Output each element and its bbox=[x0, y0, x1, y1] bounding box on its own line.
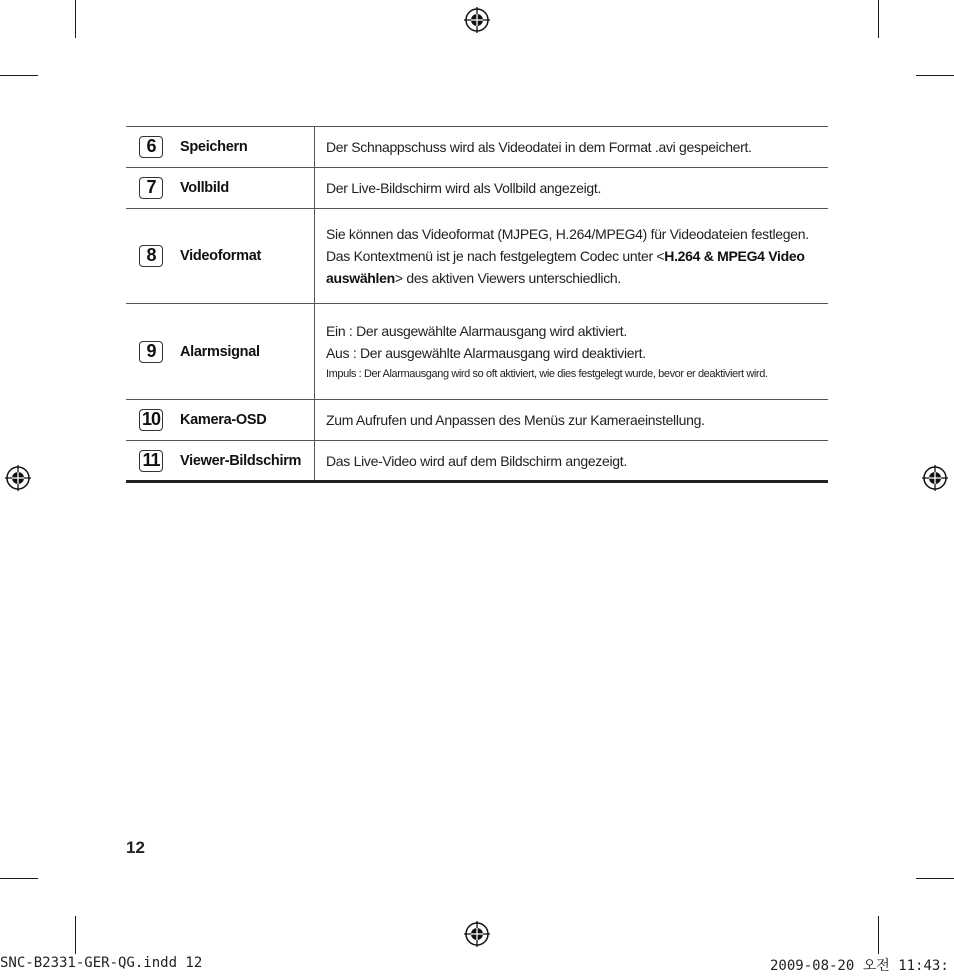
crop-mark bbox=[916, 878, 954, 879]
row-header bbox=[126, 441, 315, 480]
description-text: Der Schnappschuss wird als Videodatei in dem Format .avi gespeichert. bbox=[326, 139, 752, 155]
row-header bbox=[126, 168, 315, 208]
number-badge: 11 bbox=[139, 450, 163, 472]
registration-mark-icon bbox=[464, 7, 490, 33]
table-row bbox=[126, 440, 828, 480]
table-row bbox=[126, 167, 828, 208]
description-text: Der Live-Bildschirm wird als Vollbild angezeigt. bbox=[326, 180, 602, 196]
row-label: Videoformat bbox=[180, 248, 262, 264]
feature-table bbox=[126, 126, 828, 483]
row-description bbox=[315, 209, 828, 303]
table-row bbox=[126, 303, 828, 399]
number-badge: 7 bbox=[139, 177, 163, 199]
row-label: Viewer-Bildschirm bbox=[180, 452, 302, 469]
row-label: Kamera-OSD bbox=[180, 412, 267, 428]
crop-mark bbox=[75, 916, 76, 954]
row-description bbox=[315, 400, 828, 440]
table-row bbox=[126, 399, 828, 440]
slug-timestamp: 2009-08-20 오전 11:43: bbox=[770, 958, 949, 974]
crop-mark bbox=[0, 878, 38, 879]
row-label: Alarmsignal bbox=[180, 343, 260, 360]
crop-mark bbox=[878, 0, 879, 38]
registration-mark-icon bbox=[922, 465, 948, 491]
row-header bbox=[126, 127, 315, 167]
number-badge: 10 bbox=[139, 409, 163, 431]
description-text: Das Live-Video wird auf dem Bildschirm angezeigt. bbox=[326, 452, 627, 469]
row-header bbox=[126, 304, 315, 399]
number-badge: 8 bbox=[139, 245, 163, 267]
row-description bbox=[315, 127, 828, 167]
crop-mark bbox=[878, 916, 879, 954]
number-badge: 9 bbox=[139, 341, 163, 363]
description-text: Das Kontextmenü ist je nach festgelegtem Codec unter <H.264 & MPEG4 Video bbox=[326, 248, 805, 264]
table-row bbox=[126, 208, 828, 303]
table-row bbox=[126, 127, 828, 167]
registration-mark-icon bbox=[464, 921, 490, 947]
row-label: Speichern bbox=[180, 139, 248, 155]
crop-mark bbox=[75, 0, 76, 38]
row-description bbox=[315, 168, 828, 208]
number-badge: 6 bbox=[139, 136, 163, 158]
page-number: 12 bbox=[126, 838, 145, 857]
row-header bbox=[126, 209, 315, 303]
description-text: auswählen> des aktiven Viewers unterschiedlich. bbox=[326, 270, 621, 286]
description-text: Zum Aufrufen und Anpassen des Menüs zur Kameraeinstellung. bbox=[326, 412, 705, 428]
registration-mark-icon bbox=[5, 465, 31, 491]
row-description bbox=[315, 304, 828, 399]
row-label: Vollbild bbox=[180, 180, 229, 196]
crop-mark bbox=[916, 75, 954, 76]
description-text: Ein : Der ausgewählte Alarmausgang wird aktiviert. bbox=[326, 322, 627, 339]
slug-filename: SNC-B2331-GER-QG.indd 12 bbox=[0, 955, 203, 971]
crop-mark bbox=[0, 75, 38, 76]
row-header bbox=[126, 400, 315, 440]
description-text: Aus : Der ausgewählte Alarmausgang wird deaktiviert. bbox=[326, 344, 646, 361]
row-description bbox=[315, 441, 828, 480]
description-text: Impuls : Der Alarmausgang wird so oft aktiviert, wie dies festgelegt wurde, bevor er deaktiviert wird. bbox=[326, 367, 768, 380]
description-text: Sie können das Videoformat (MJPEG, H.264/MPEG4) für Videodateien festlegen. bbox=[326, 226, 809, 242]
